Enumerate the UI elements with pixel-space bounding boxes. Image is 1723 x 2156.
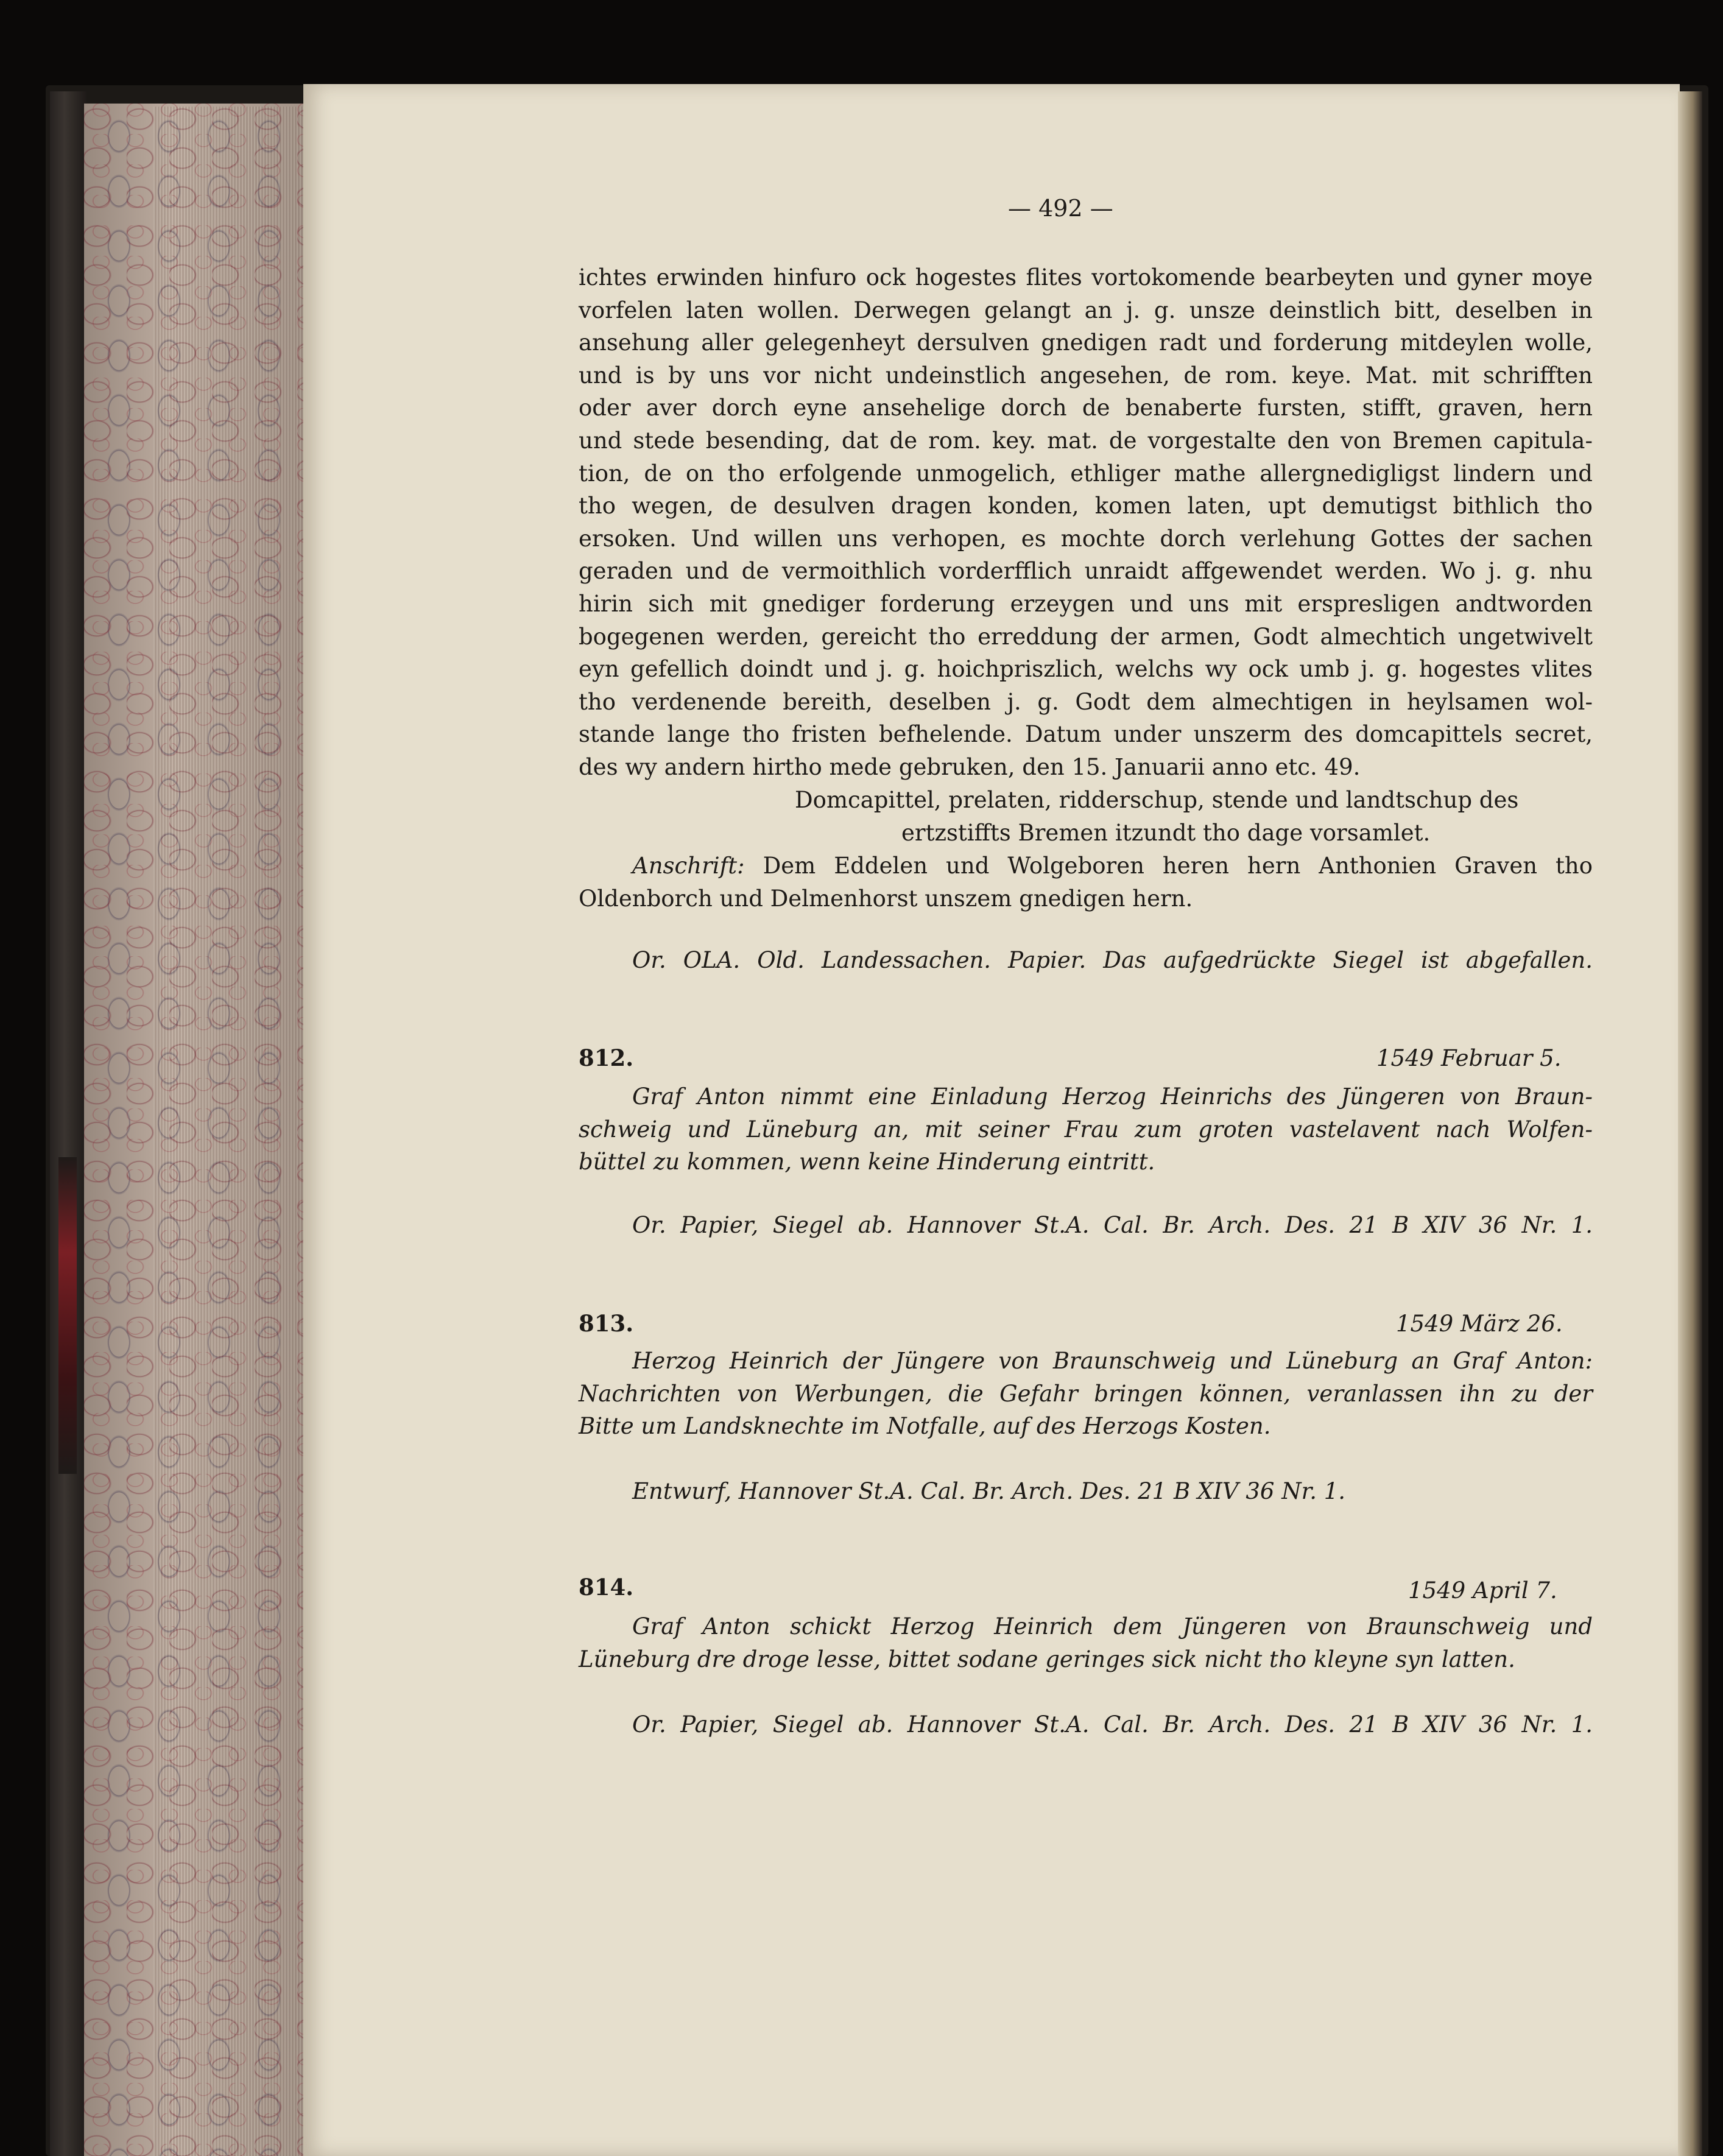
entry-number-813: 813. [579,1310,634,1337]
entry-date-813: 1549 März 26. [1396,1311,1563,1337]
body-line: ansehung aller gelegenheyt dersulven gnedigen radt und forderung mitdeylen wolle, [579,329,1593,356]
body-line: tho wegen, de desulven dragen konden, komen laten, upt demutigst bithlich tho [579,493,1593,520]
summary-line: Nachrichten von Werbungen, die Gefahr bringen können, veranlassen ihn zu der [579,1380,1593,1407]
body-line: ersoken. Und willen uns verhopen, es mochte dorch verlehung Gottes der sachen [579,525,1593,552]
signature-line-2: ertzstiffts Bremen itzundt tho dage vorsamlet. [901,820,1431,846]
body-line: tion, de on tho erfolgende unmogelich, ethliger mathe allergnedigligst lindern und [579,460,1593,487]
entry-summary-813 [579,1345,1593,1443]
body-line: eyn gefellich doindt und j. g. hoichpriszlich, welchs wy ock umb j. g. hogestes vlites [579,656,1593,683]
address-line-1 [632,850,1593,882]
summary-line: schweig und Lüneburg an, mit seiner Frau zum groten vastelavent nach Wolfen- [579,1116,1593,1143]
summary-line: Graf Anton schickt Herzog Heinrich dem Jüngeren von Braunschweig und [632,1613,1593,1640]
page-gutter-edge [1678,91,1702,2156]
entry-number-814: 814. [579,1574,634,1601]
body-line: tho verdenende bereith, deselben j. g. Godt dem almechtigen in heylsamen wol- [579,688,1593,715]
entry-date-814: 1549 April 7. [1408,1577,1557,1604]
page-number: — 492 — [1008,195,1113,222]
body-line: und is by uns vor nicht undeinstlich angesehen, de rom. keye. Mat. mit schrifften [579,362,1593,389]
entry-summary-814 [579,1610,1593,1675]
summary-line: Herzog Heinrich der Jüngere von Braunschweig und Lüneburg an Graf Anton: [632,1348,1593,1374]
letter-last-line: des wy andern hirtho mede gebruken, den 15. Januarii anno etc. 49. [579,754,1361,780]
summary-line: Graf Anton nimmt eine Einladung Herzog Heinrichs des Jüngeren von Braun- [632,1083,1593,1110]
book-spine [50,91,86,2156]
entry-source-812: Or. Papier, Siegel ab. Hannover St.A. Cal. Br. Arch. Des. 21 B XIV 36 Nr. 1. [632,1212,1593,1238]
source-note-811: Or. OLA. Old. Landessachen. Papier. Das aufgedrückte Siegel ist abgefallen. [632,947,1593,973]
letter-body [579,261,1593,751]
entry-number-812: 812. [579,1045,634,1071]
signature-line-1: Domcapittel, prelaten, ridderschup, stende und landtschup des [795,787,1519,813]
summary-line: büttel zu kommen, wenn keine Hinderung eintritt. [579,1149,1155,1175]
address-text: Dem Eddelen und Wolgeboren heren hern Anthonien Graven tho [763,853,1593,879]
body-line: hirin sich mit gnediger forderung erzeygen und uns mit erspresligen andtworden [579,590,1593,617]
body-line: geraden und de vermoithlich vorderfflich unraidt affgewendet werden. Wo j. g. nhu [579,558,1593,585]
summary-line: Bitte um Landsknechte im Notfalle, auf des Herzogs Kosten. [579,1413,1271,1440]
body-line: und stede besending, dat de rom. key. mat. de vorgestalte den von Bremen capitula- [579,427,1593,454]
spine-marbling-accent [58,1157,77,1474]
body-line: oder aver dorch eyne ansehelige dorch de benaberte fursten, stifft, graven, hern [579,395,1593,421]
entry-source-814: Or. Papier, Siegel ab. Hannover St.A. Cal. Br. Arch. Des. 21 B XIV 36 Nr. 1. [632,1711,1593,1738]
entry-date-812: 1549 Februar 5. [1376,1045,1562,1071]
summary-line: Lüneburg dre droge lesse, bittet sodane geringes sick nicht tho kleyne syn latten. [579,1646,1515,1672]
entry-source-813: Entwurf, Hannover St.A. Cal. Br. Arch. Des. 21 B XIV 36 Nr. 1. [632,1478,1346,1504]
page-stack [153,107,306,2156]
body-line: ichtes erwinden hinfuro ock hogestes flites vortokomende bearbeyten und gyner moye [579,264,1593,291]
address-label: Anschrift: [632,853,745,879]
body-line: stande lange tho fristen befhelende. Datum under unszerm des domcapittels secret, [579,721,1593,748]
address-line-2: Oldenborch und Delmenhorst unszem gnedigen hern. [579,886,1193,912]
body-line: vorfelen laten wollen. Derwegen gelangt an j. g. unsze deinstlich bitt, deselben in [579,297,1593,323]
body-line: bogegenen werden, gereicht tho erreddung der armen, Godt almechtich ungetwivelt [579,623,1593,650]
entry-summary-812 [579,1080,1593,1178]
